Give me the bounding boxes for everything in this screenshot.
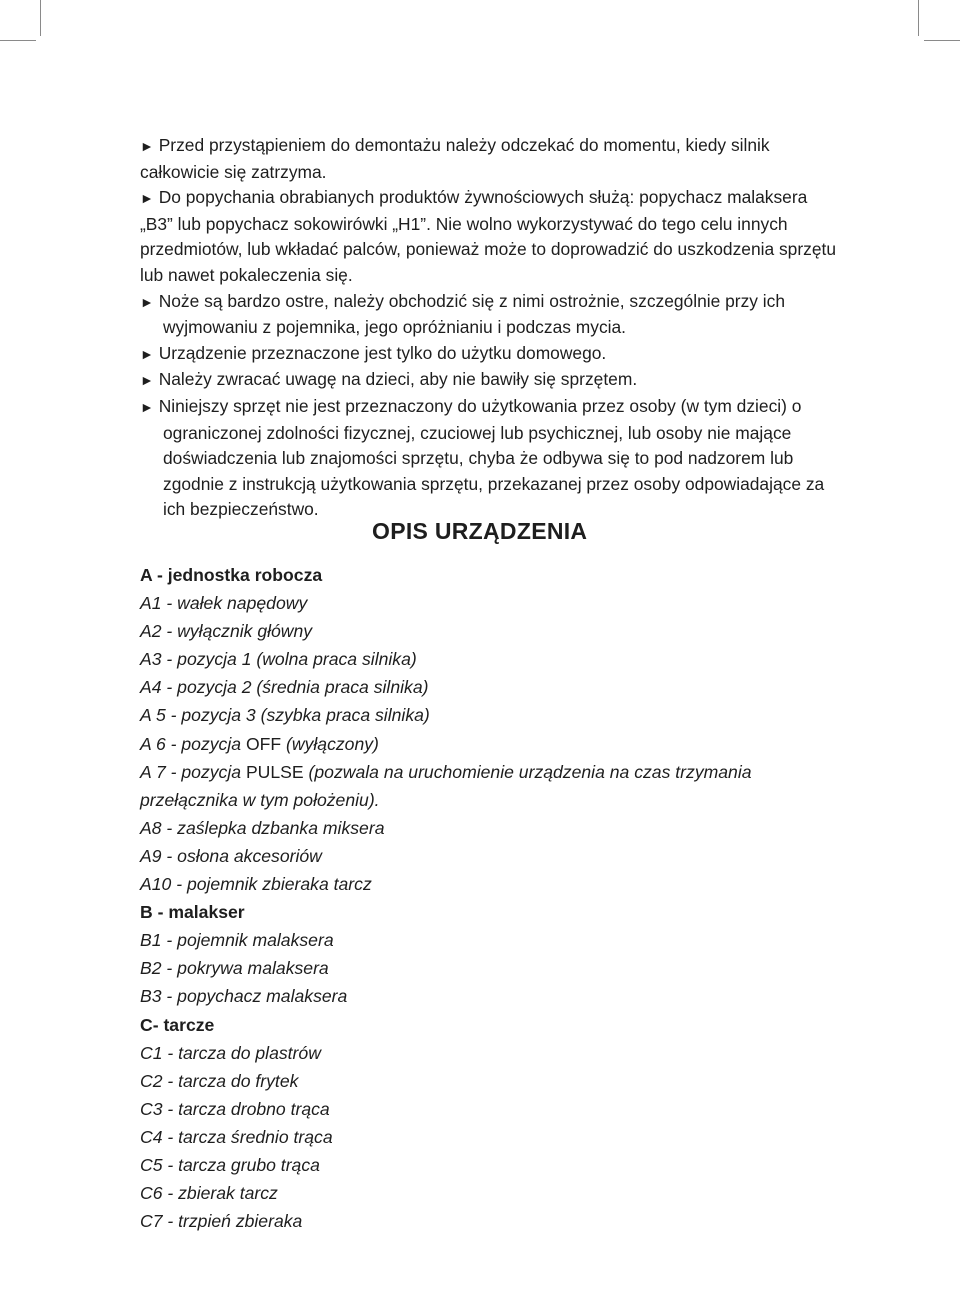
part-label: B - malakser [140,902,245,923]
part-label: C3 - tarcza drobno trąca [140,1098,330,1119]
bullet-arrow-icon: ► [140,372,154,389]
parts-list-item [140,1179,840,1207]
parts-list-item [140,673,840,701]
parts-list-item [140,926,840,954]
part-label: C- tarcze [140,1014,215,1035]
parts-list-item [140,954,840,982]
parts-list-item [140,1151,840,1179]
warning-item [140,394,840,523]
parts-list-item [140,589,840,617]
bullet-arrow-icon: ► [140,138,154,154]
parts-list [140,561,840,1235]
part-label: C2 - tarcza do frytek [140,1070,299,1091]
position-description: (pozwala na uruchomienie urządzenia na czas trzymania przełącznika w tym położeniu). [140,761,752,810]
part-label: A - jednostka robocza [140,565,323,585]
safety-warnings [140,133,840,523]
warning-item [140,341,840,368]
part-label: A9 - osłona akcesoriów [140,845,322,866]
part-label: C1 - tarcza do plastrów [140,1042,321,1063]
part-label: A8 - zaślepka dzbanka miksera [140,817,385,838]
part-label: C7 - trzpień zbieraka [140,1211,303,1232]
part-label: A4 - pozycja 2 (średnia praca silnika) [140,677,429,698]
section-title: OPIS URZĄDZENIA [372,518,588,544]
part-label: A2 - wyłącznik główny [140,621,313,642]
position-name: OFF [245,733,282,754]
parts-group-heading [140,1011,840,1039]
parts-list-item [140,814,840,842]
part-label: A10 - pojemnik zbieraka tarcz [140,874,372,895]
parts-list-item [140,1095,840,1123]
parts-list-item [140,701,840,729]
part-label: A1 - wałek napędowy [140,593,308,614]
bullet-arrow-icon: ► [140,190,154,207]
part-label: A 7 - pozycja [140,761,246,782]
parts-list-item [140,870,840,898]
parts-list-item [140,982,840,1010]
position-name: PULSE [245,761,304,782]
parts-list-item [140,1207,840,1235]
warning-text: Należy zwracać uwagę na dzieci, aby nie bawiły się sprzętem. [153,369,638,390]
parts-list-item [140,1039,840,1067]
warning-text: Do popychania obrabianych produktów żywnościowych służą: popychacz malaksera „B3” lub popychacz sokowirówki „H1”. Nie wolno wykorzystywać do tego celu innych przedmiotów, lub wkładać palców, ponieważ może to doprowadzić do uszkodzenia sprzętu lub nawet pokaleczenia się. [140,187,837,285]
warning-text: Noże są bardzo ostre, należy obchodzić się z nimi ostrożnie, szczególnie przy ich wyjmowaniu z pojemnika, jego opróżnianiu i podczas mycia. [153,290,786,338]
warning-item [140,367,840,394]
crop-mark-left-top [0,40,36,41]
part-label: C5 - tarcza grubo trąca [140,1154,320,1175]
part-label: C4 - tarcza średnio trąca [140,1126,333,1147]
warning-text: Urządzenie przeznaczone jest tylko do użytku domowego. [153,342,607,363]
position-description: (wyłączony) [281,733,379,754]
parts-group-heading [140,561,840,589]
parts-list-item [140,617,840,645]
parts-list-item [140,1123,840,1151]
parts-list-item [140,1067,840,1095]
part-label: B3 - popychacz malaksera [140,986,348,1007]
part-label: B2 - pokrywa malaksera [140,958,329,979]
part-label: A3 - pozycja 1 (wolna praca silnika) [140,649,417,670]
parts-list-item [140,645,840,673]
bullet-arrow-icon: ► [140,293,154,310]
warning-text: Niniejszy sprzęt nie jest przeznaczony do użytkowania przez osoby (w tym dzieci) o ograniczonej zdolności fizycznej, czuciowej lub psychicznej, lub osoby nie mające doświadczenia lub znajomości sprzętu, chyba że odbywa się to pod nadzorem lub zgodnie z instrukcją użytkowania sprzętu, przekazanej przez osoby odpowiadające za ich bezpieczeństwo. [153,395,825,520]
crop-mark-right-top [924,40,960,41]
warning-item [140,289,840,341]
part-label: B1 - pojemnik malaksera [140,930,334,951]
crop-mark-top-right [918,0,919,36]
warning-text: Przed przystąpieniem do demontażu należy odczekać do momentu, kiedy silnik całkowicie się zatrzyma. [140,135,770,182]
parts-list-item [140,758,840,814]
part-label: A 6 - pozycja [140,733,246,754]
parts-list-item [140,842,840,870]
crop-mark-top-left [40,0,41,36]
part-label: C6 - zbierak tarcz [140,1183,278,1204]
parts-group-heading [140,898,840,926]
warning-item [140,185,840,288]
warning-item [140,133,840,185]
bullet-arrow-icon: ► [140,398,154,415]
part-label: A 5 - pozycja 3 (szybka praca silnika) [140,705,430,726]
bullet-arrow-icon: ► [140,345,154,362]
parts-list-item [140,730,840,758]
